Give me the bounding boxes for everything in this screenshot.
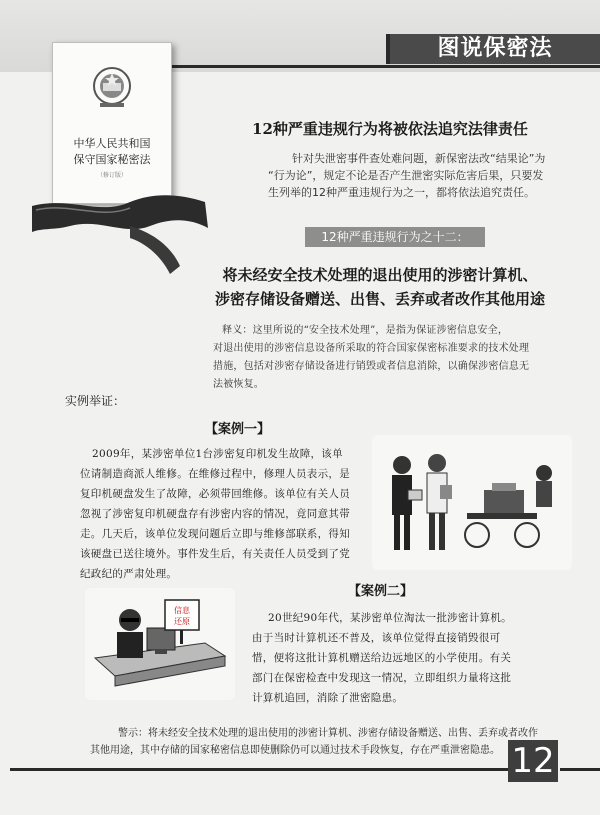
warning-line1: 警示：将未经安全技术处理的退出使用的涉密计算机、涉密存储设备赠送、出售、丢弃或者改作 [118,728,538,739]
footer-rule [10,768,510,771]
headline: 12种严重违规行为将被依法追究法律责任 [252,120,528,138]
violation-title-line2: 涉密存储设备赠送、出售、丢弃或者改作其他用途 [214,290,545,308]
intro-line: “行为论”，规定不论是否产生泄密实际危害后果，只要发 [268,169,544,182]
intro-line: 生列举的12种严重违规行为之一，都将依法追究责任。 [268,186,535,199]
footer-rule [560,768,600,771]
case1-line: 复印机硬盘发生了故障，必须带回维修。该单位有关人员 [80,488,350,500]
staff-figure-icon [392,456,422,550]
computer-icon [147,628,175,654]
case1-line: 纪政纪的严肃处理。 [80,568,178,580]
sign-text-line2: 还原 [174,617,190,626]
case1-line: 走。几天后，该单位发现问题后立即与维修部联系，得知 [80,528,350,540]
explanation-line: 释义：这里所说的“安全技术处理”，是指为保证涉密信息安全， [222,325,509,336]
examples-label: 实例举证： [65,394,126,408]
warning-line2: 其他用途，其中存储的国家秘密信息即使删除仍可以通过技术手段恢复，存在严重泄密隐患。 [90,745,500,756]
violation-title-line1: 将未经安全技术处理的退出使用的涉密计算机、 [222,266,538,284]
case2-line: 惜，便将这批计算机赠送给边远地区的小学使用。有关 [252,652,512,664]
case2-line: 由于当时计算机还不普及，该单位觉得直接销毁很可 [252,632,501,644]
case1-line: 该硬盘已送往境外。事件发生后，有关责任人员受到了党 [80,548,350,560]
spy-figure-icon [117,609,143,658]
case2-title: 【案例二】 [348,584,414,599]
case1-line: 忽视了涉密复印机硬盘存有涉密内容的情况，竟同意其带 [80,508,350,520]
technician-figure-icon [427,454,452,550]
page-header-title: 图说保密法 [386,34,600,64]
explanation-line: 措施，包括对涉密存储设备进行销毁或者信息消除，以确保涉密信息无 [213,361,530,372]
violation-item-banner: 12种严重违规行为之十二： [305,227,485,247]
case2-line: 部门在保密检查中发现这一情况，立即组织力量将这批 [252,672,512,684]
courier-figure-icon [536,465,552,507]
book-cover [52,42,172,204]
case2-line: 20世纪90年代，某涉密单位淘汰一批涉密计算机。 [268,612,512,624]
case1-illustration [372,435,572,570]
book-edition: （修订版） [96,172,127,179]
intro-line: 针对失泄密事件查处难问题，新保密法改“结果论”为 [292,152,546,165]
page-number: 12 [511,741,555,781]
sign-text-line1: 信息 [174,606,190,615]
explanation-line: 对退出使用的涉密信息设备所采取的符合国家保密标准要求的技术处理 [213,343,530,354]
ribbon-decoration [30,188,210,278]
case1-line: 2009年，某涉密单位1台涉密复印机发生故障，该单 [92,448,343,460]
cart-with-copier-icon [465,483,539,547]
case2-illustration [85,588,235,700]
header-rule [150,65,600,68]
explanation-line: 法被恢复。 [213,379,264,390]
case1-title: 【案例一】 [205,422,271,437]
book-title-line1: 中华人民共和国 [73,137,151,150]
national-emblem-icon [91,65,133,109]
case2-line: 计算机追回，消除了泄密隐患。 [252,692,404,704]
book-title-line2: 保守国家秘密法 [73,153,151,166]
case1-line: 位请制造商派人维修。在维修过程中，修理人员表示，是 [80,468,350,480]
